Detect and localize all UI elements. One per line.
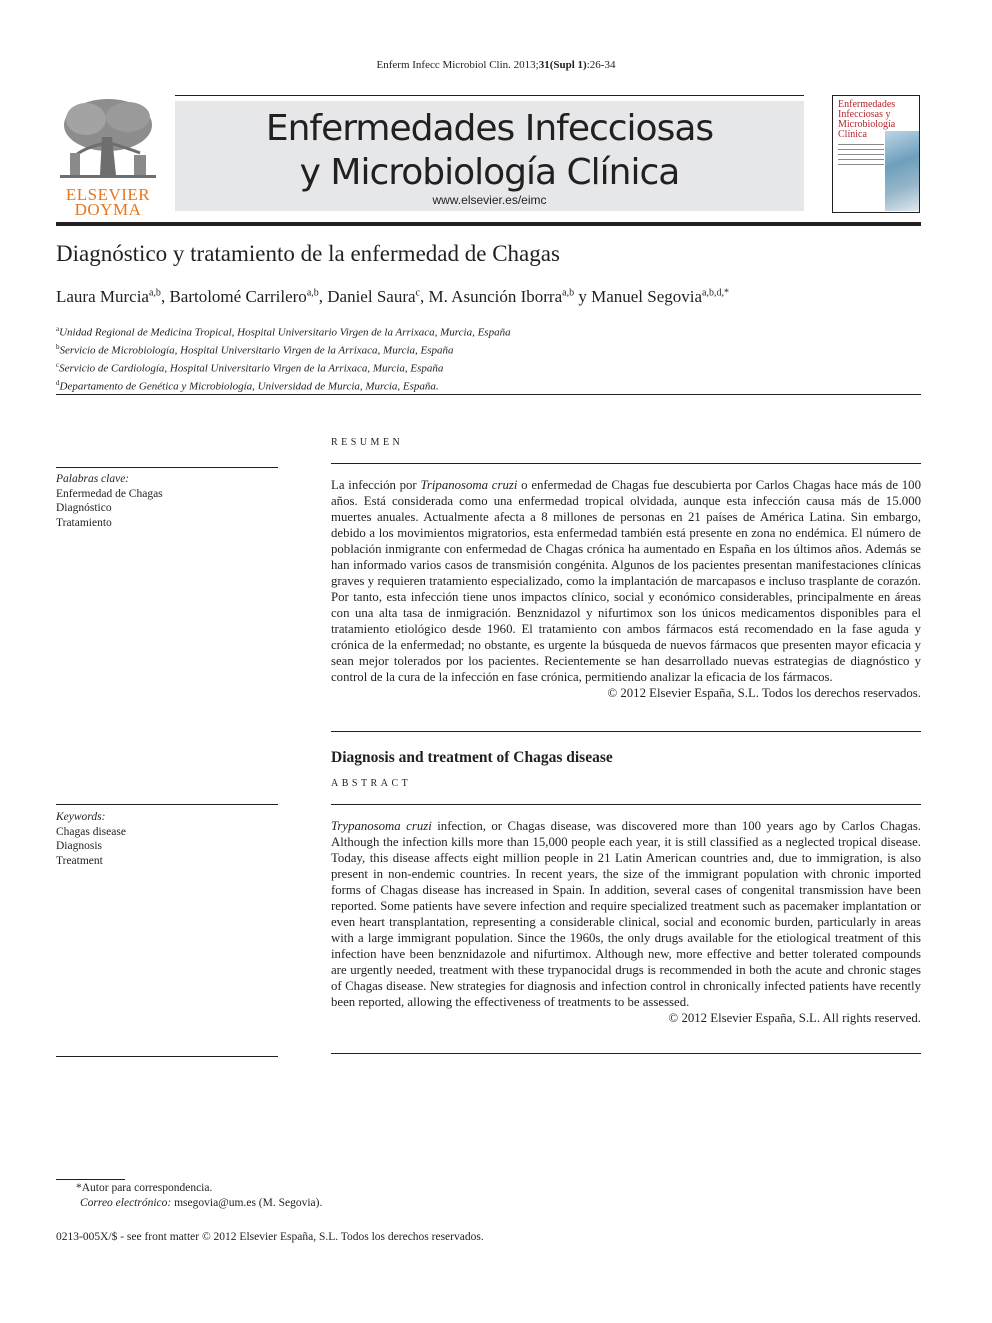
- affiliation-item: [56, 340, 511, 358]
- author-separator: ,: [318, 287, 328, 306]
- author-separator: ,: [160, 287, 170, 306]
- keyword-item: Chagas disease: [56, 825, 126, 838]
- cover-text-lines: [838, 144, 884, 169]
- cover-title-line: Microbiología: [838, 119, 896, 130]
- keywords-es-block: [56, 472, 278, 530]
- author-affiliation-marker: a,b,d,*: [702, 287, 729, 299]
- footnote-rule: [56, 1179, 125, 1180]
- keyword-item: Treatment: [56, 854, 103, 867]
- logo-text-doyma: DOYMA: [74, 200, 142, 219]
- journal-cover-thumbnail: [832, 95, 920, 213]
- author-separator: ,: [420, 287, 429, 306]
- keywords-es-heading: Palabras clave:: [56, 473, 130, 485]
- keywords-en-block: [56, 810, 278, 868]
- keyword-item: Enfermedad de Chagas: [56, 487, 163, 500]
- email-label: Correo electrónico:: [80, 1197, 172, 1209]
- affiliation-item: [56, 322, 511, 340]
- affiliation-item: [56, 358, 511, 376]
- journal-title: [175, 107, 804, 195]
- affiliation-list: [56, 322, 511, 395]
- keywords-en-bottom-rule: [56, 1056, 278, 1057]
- abstract-bottom-rule: [331, 1053, 921, 1054]
- keywords-en-rule: [56, 804, 278, 805]
- journal-citation: [0, 59, 992, 71]
- correspondence-note: *Autor para correspondencia.: [76, 1182, 213, 1194]
- cover-artwork: [885, 131, 919, 211]
- affiliation-text: Servicio de Microbiología, Hospital Universitario Virgen de la Arrixaca, Murcia, España: [59, 344, 454, 357]
- journal-banner: [175, 101, 804, 211]
- citation-journal: Enferm Infecc Microbiol Clin. 2013;: [376, 59, 539, 71]
- affiliation-item: [56, 376, 511, 394]
- resumen-paragraph: [331, 477, 921, 685]
- keyword-item: Diagnosis: [56, 840, 102, 852]
- journal-url: www.elsevier.es/eimc: [432, 193, 547, 207]
- email-note: [80, 1197, 322, 1209]
- article-title: Diagnóstico y tratamiento de la enfermedad de Chagas: [56, 241, 560, 266]
- resumen-label: RESUMEN: [331, 437, 404, 448]
- abstract-paragraph: [331, 818, 921, 1010]
- email-value: msegovia@um.es (M. Segovia).: [171, 1197, 323, 1209]
- abstract-text-main: infection, or Chagas disease, was discovered more than 100 years ago by Carlos Chagas. Although the infection kills more than 15,000 people each year, it is still classified as a neglected tropical disease. Today, this disease affects eight million people in 21 Latin American countries and, due to immigration, is also present in non-endemic countries. In recent years, the size of the immigrant population with chronic imported forms of Chagas disease has increased in Spain. In addition, several cases of congenital transmission have been reported. Some patients have severe infection and require specialized treatment such as pacemaker implantation or even heart transplantation, representing a considerable clinical, social and economic burden, particularly in areas with a large immigrant population. Since the 1960s, the only drugs available for the etiological treatment of this infection have been benznidazole and nifurtimox. Although new, more effective and better tolerated compounds are urgently needed, treatment with these trypanocidal drugs is recommended in both the acute and chronic stages of Chagas disease. New strategies for diagnosis and infection control in chronically infected patients have recently been reported, allowing the effectiveness of treatments to be assessed.: [331, 819, 921, 1009]
- author-name: Daniel Saura: [327, 287, 416, 306]
- author-separator: y: [574, 287, 592, 306]
- author-affiliation-marker: a,b: [148, 287, 161, 299]
- journal-title-line1: Enfermedades Infecciosas: [265, 108, 714, 149]
- keyword-item: Diagnóstico: [56, 502, 112, 514]
- abstract-top-rule: [331, 804, 921, 805]
- author-affiliation-marker: a,b: [306, 287, 319, 299]
- affiliation-divider: [56, 394, 921, 395]
- header-top-rule: [175, 95, 804, 96]
- author-list: [56, 287, 729, 307]
- cover-title-line: Infecciosas y: [838, 109, 891, 120]
- front-matter-note: 0213-005X/$ - see front matter © 2012 Elsevier España, S.L. Todos los derechos reservados.: [56, 1231, 484, 1243]
- citation-volume: 31: [538, 59, 550, 71]
- abstract-body: [331, 818, 921, 1026]
- affiliation-marker: b: [56, 343, 60, 352]
- abstract-text-species: Trypanosoma cruzi: [331, 819, 432, 833]
- resumen-body: [331, 477, 921, 701]
- abstract-label: ABSTRACT: [331, 778, 412, 789]
- citation-pages: :26-34: [586, 59, 616, 71]
- abstract-copyright: © 2012 Elsevier España, S.L. All rights reserved.: [668, 1011, 921, 1025]
- resumen-top-rule: [331, 463, 921, 464]
- header-bottom-rule: [56, 222, 921, 226]
- author-name: Bartolomé Carrilero: [169, 287, 307, 306]
- author-name: M. Asunción Iborra: [428, 287, 563, 306]
- affiliation-marker: a: [56, 325, 60, 333]
- resumen-text-lead: La infección por: [331, 478, 421, 492]
- affiliation-marker: d: [56, 379, 60, 388]
- resumen-copyright: © 2012 Elsevier España, S.L. Todos los derechos reservados.: [607, 686, 921, 700]
- affiliation-text: Departamento de Genética y Microbiología, Universidad de Murcia, Murcia, España.: [59, 381, 439, 394]
- cover-title-line: Enfermedades: [838, 99, 896, 110]
- author-name: Manuel Segovia: [591, 287, 703, 306]
- affiliation-marker: c: [56, 361, 60, 370]
- resumen-text-species: Tripanosoma cruzi: [420, 478, 518, 492]
- resumen-text-main: o enfermedad de Chagas fue descubierta por Carlos Chagas hace más de 100 años. Está considerada como una enfermedad tropical olvidada, aunque esta infección causa más de 15.000 muertes anuales. Actualmente afecta a 8 millones de personas en 21 países de América Latina. Sin embargo, debido a los movimientos migratorios, esta enfermedad también está presente en zona no endémica. El número de población inmigrante con enfermedad de Chagas crónica ha aumentado en España en los últimos años. Además se han informado varios casos de transmisión congénita. Algunos de los pacientes presentan manifestaciones clínicas graves y requieren tratamiento especializado, como la implantación de marcapasos e incluso trasplante de corazón. Por tanto, esta infección tiene unos impactos clínico, social y económico considerables, principalmente en áreas con una alta tasa de inmigración. Benznidazol y nifurtimox son los únicos medicamentos disponibles para el tratamiento etiológico desde 1960. El tratamiento con ambos fármacos está recomendado en la fase aguda y crónica de la enfermedad; no obstante, es urgente la búsqueda de nuevos fármacos que presenten mayor eficacia y sean mejor tolerados por los pacientes. Recientemente se han desarrollado nuevas estrategias de diagnóstico y control de la cura de la infección en fase crónica, permitiendo analizar la eficacia de los fármacos.: [331, 478, 921, 684]
- logo-text-elsevier: ELSEVIER: [65, 185, 151, 204]
- keywords-en-heading: Keywords:: [56, 811, 106, 823]
- keywords-es-rule: [56, 467, 278, 468]
- citation-issue: (Supl 1): [549, 59, 587, 71]
- author-affiliation-marker: a,b: [562, 287, 575, 299]
- elsevier-tree-icon: [56, 97, 160, 183]
- keyword-item: Tratamiento: [56, 516, 112, 529]
- author-affiliation-marker: c: [415, 287, 420, 299]
- resumen-bottom-rule: [331, 731, 921, 732]
- affiliation-text: Unidad Regional de Medicina Tropical, Hospital Universitario Virgen de la Arrixaca, Murcia, España: [59, 326, 511, 339]
- elsevier-doyma-logo: [56, 97, 160, 219]
- journal-title-line2: y Microbiología Clínica: [299, 152, 680, 193]
- abstract-title: Diagnosis and treatment of Chagas disease: [331, 749, 613, 766]
- cover-title-line: Clínica: [838, 129, 867, 140]
- affiliation-text: Servicio de Cardiología, Hospital Universitario Virgen de la Arrixaca, Murcia, España: [59, 362, 444, 375]
- author-name: Laura Murcia: [56, 287, 149, 306]
